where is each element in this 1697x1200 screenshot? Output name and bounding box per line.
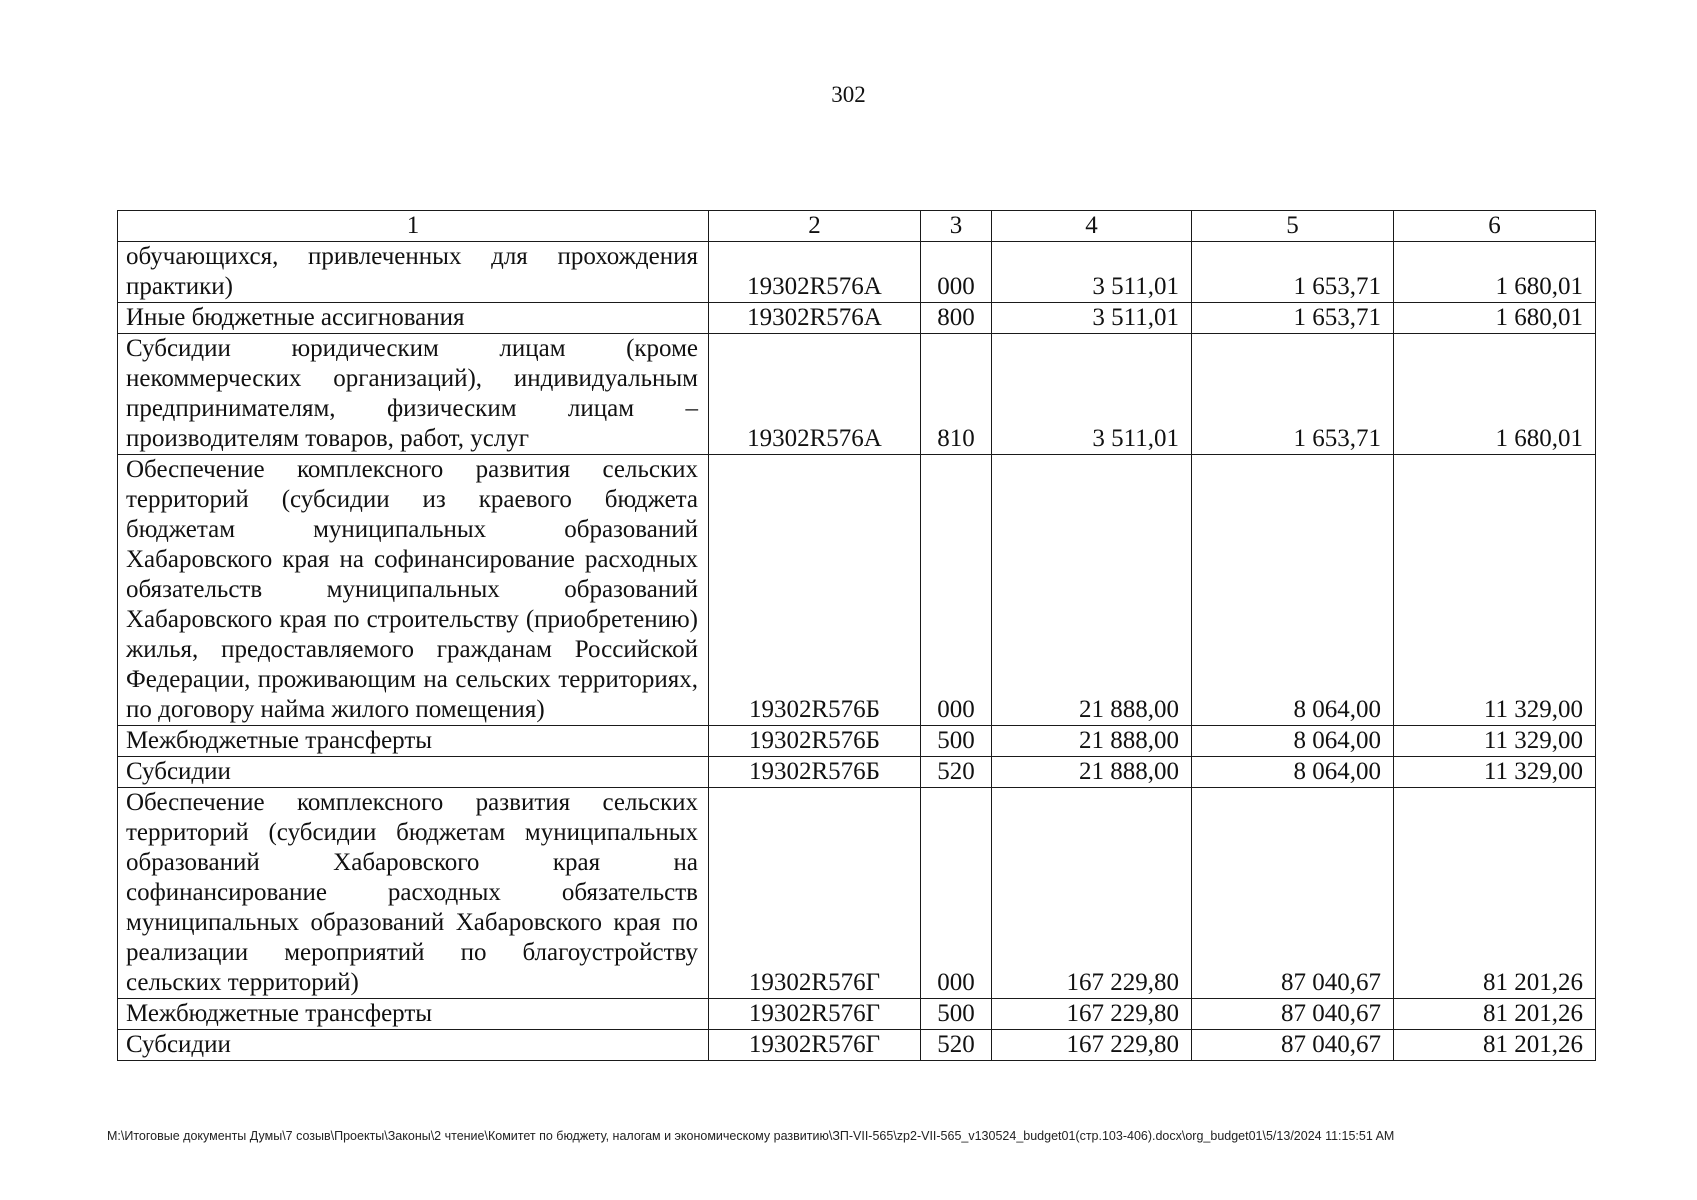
table-row	[118, 455, 1596, 726]
table-row	[118, 726, 1596, 757]
table-row	[118, 1030, 1596, 1061]
column-number: 2	[709, 211, 921, 242]
row-expense-type: 000	[921, 242, 992, 303]
row-amount-col5: 1 653,71	[1192, 242, 1394, 303]
row-expense-type: 520	[921, 757, 992, 788]
row-name: Межбюджетные трансферты	[118, 999, 709, 1030]
row-expense-type: 000	[921, 788, 992, 999]
row-amount-col6: 11 329,00	[1394, 757, 1596, 788]
row-expense-type: 520	[921, 1030, 992, 1061]
table-row	[118, 334, 1596, 455]
row-amount-col5: 1 653,71	[1192, 303, 1394, 334]
row-amount-col5: 87 040,67	[1192, 999, 1394, 1030]
column-number: 5	[1192, 211, 1394, 242]
column-number-row	[118, 211, 1596, 242]
document-file-path: M:\Итоговые документы Думы\7 созыв\Проекты\Законы\2 чтение\Комитет по бюджету, налогам и экономическому развитию\ЗП-VII-565\zp2-VII-565_v130524_budget01(стр.103-406).docx\org_budget01\5/13/2024 11:15:51 AM	[107, 1129, 1395, 1143]
row-amount-col6: 1 680,01	[1394, 242, 1596, 303]
row-amount-col6: 11 329,00	[1394, 726, 1596, 757]
row-name: Субсидии юридическим лицам (кроме некоммерческих организаций), индивидуальным предпринимателям, физическим лицам – производителям товаров, работ, услуг	[118, 334, 709, 455]
row-amount-col6: 1 680,01	[1394, 334, 1596, 455]
row-expense-type: 810	[921, 334, 992, 455]
row-amount-col5: 8 064,00	[1192, 726, 1394, 757]
row-expense-type: 000	[921, 455, 992, 726]
column-number: 1	[118, 211, 709, 242]
column-number: 4	[992, 211, 1192, 242]
row-amount-col4: 3 511,01	[992, 334, 1192, 455]
row-name: Обеспечение комплексного развития сельских территорий (субсидии бюджетам муниципальных образований Хабаровского края на софинансирование расходных обязательств муниципальных образований Хабаровского края по реализации мероприятий по благоустройству сельских территорий)	[118, 788, 709, 999]
row-name: Межбюджетные трансферты	[118, 726, 709, 757]
row-amount-col5: 1 653,71	[1192, 334, 1394, 455]
row-target-code: 19302R576А	[709, 303, 921, 334]
row-target-code: 19302R576А	[709, 242, 921, 303]
row-name: Обеспечение комплексного развития сельских территорий (субсидии из краевого бюджета бюджетам муниципальных образований Хабаровского края на софинансирование расходных обязательств муниципальных образований Хабаровского края по строительству (приобретению) жилья, предоставляемого гражданам Российской Федерации, проживающим на сельских территориях, по договору найма жилого помещения)	[118, 455, 709, 726]
row-amount-col5: 8 064,00	[1192, 455, 1394, 726]
row-target-code: 19302R576Б	[709, 455, 921, 726]
row-amount-col4: 21 888,00	[992, 455, 1192, 726]
row-target-code: 19302R576Г	[709, 1030, 921, 1061]
row-expense-type: 500	[921, 726, 992, 757]
row-amount-col5: 8 064,00	[1192, 757, 1394, 788]
column-number: 3	[921, 211, 992, 242]
row-amount-col4: 21 888,00	[992, 726, 1192, 757]
row-amount-col4: 167 229,80	[992, 999, 1192, 1030]
row-amount-col4: 167 229,80	[992, 1030, 1192, 1061]
row-amount-col4: 21 888,00	[992, 757, 1192, 788]
table-row	[118, 242, 1596, 303]
row-target-code: 19302R576Б	[709, 726, 921, 757]
row-name: обучающихся, привлеченных для прохождения практики)	[118, 242, 709, 303]
table-row	[118, 757, 1596, 788]
row-name: Иные бюджетные ассигнования	[118, 303, 709, 334]
row-amount-col4: 167 229,80	[992, 788, 1192, 999]
row-target-code: 19302R576Г	[709, 788, 921, 999]
row-expense-type: 800	[921, 303, 992, 334]
row-amount-col5: 87 040,67	[1192, 1030, 1394, 1061]
row-amount-col6: 11 329,00	[1394, 455, 1596, 726]
row-amount-col6: 81 201,26	[1394, 788, 1596, 999]
row-target-code: 19302R576Г	[709, 999, 921, 1030]
table-row	[118, 788, 1596, 999]
table-row	[118, 999, 1596, 1030]
row-amount-col4: 3 511,01	[992, 303, 1192, 334]
column-number: 6	[1394, 211, 1596, 242]
row-amount-col5: 87 040,67	[1192, 788, 1394, 999]
row-target-code: 19302R576А	[709, 334, 921, 455]
page-number: 302	[831, 82, 866, 107]
row-amount-col6: 1 680,01	[1394, 303, 1596, 334]
row-name: Субсидии	[118, 1030, 709, 1061]
row-amount-col4: 3 511,01	[992, 242, 1192, 303]
row-amount-col6: 81 201,26	[1394, 999, 1596, 1030]
row-expense-type: 500	[921, 999, 992, 1030]
row-name: Субсидии	[118, 757, 709, 788]
budget-table	[117, 210, 1596, 1061]
row-target-code: 19302R576Б	[709, 757, 921, 788]
row-amount-col6: 81 201,26	[1394, 1030, 1596, 1061]
table-row	[118, 303, 1596, 334]
